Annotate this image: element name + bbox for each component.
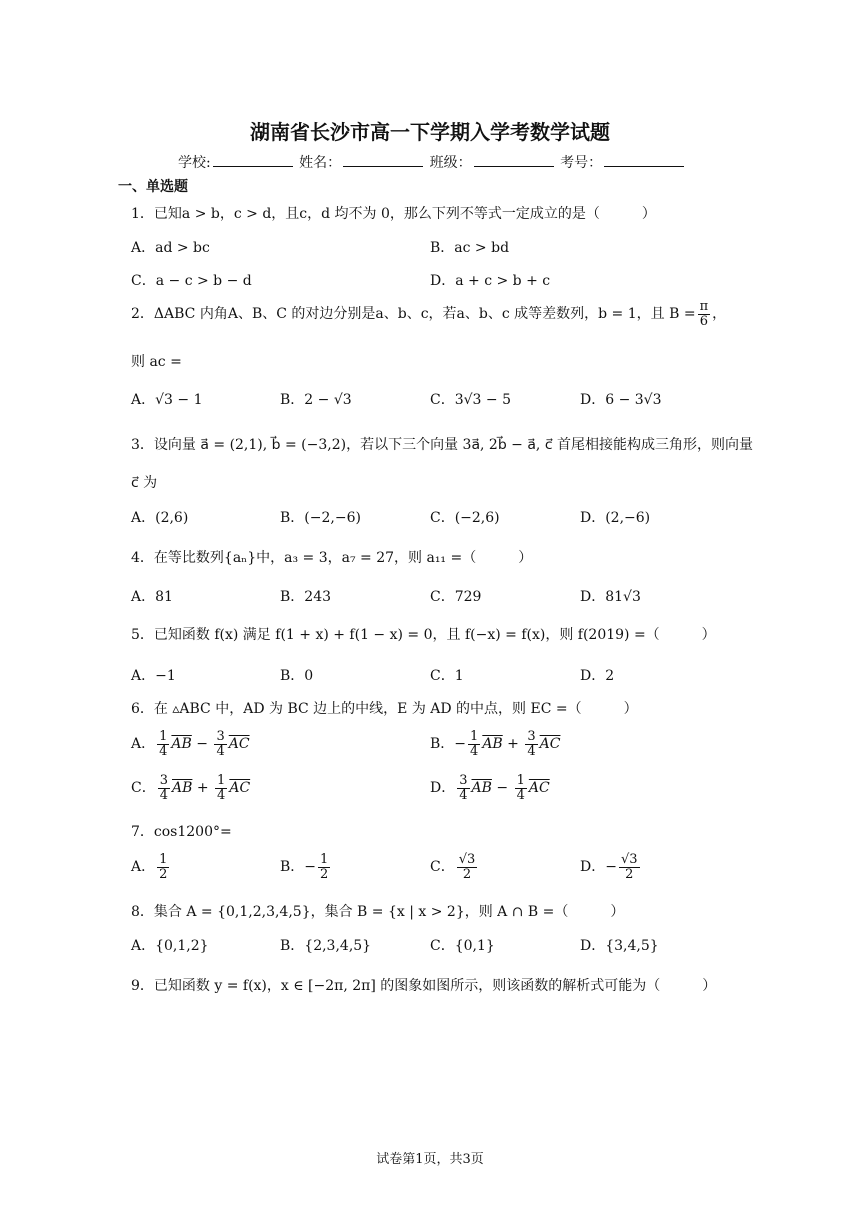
- q6-option-c: [131, 774, 250, 802]
- frac-den: 4: [217, 787, 226, 803]
- q6-b-frac2: [525, 730, 537, 758]
- vector-ab: $\overline{AB}$: [471, 780, 492, 797]
- q8-option-d: D．{3,4,5}: [580, 938, 659, 954]
- q7-option-a: [131, 853, 171, 881]
- question-7-stem: 7．cos1200°=: [131, 824, 232, 840]
- frac-num: 1: [217, 773, 226, 788]
- frac-num: 1: [516, 773, 525, 788]
- question-3-stem-line2: c⃗ 为: [131, 475, 158, 491]
- q2-stem-tail: ，: [712, 306, 727, 323]
- operator: +: [507, 736, 519, 753]
- vector-ac: $\overline{AC}$: [228, 736, 250, 753]
- frac-den: 4: [459, 787, 468, 803]
- q6-d-frac2: [515, 774, 527, 802]
- frac-den: 2: [159, 866, 168, 882]
- q6-option-a: [131, 730, 250, 758]
- question-6-stem: 6．在 ▵ABC 中，AD 为 BC 边上的中线，E 为 AD 的中点，则 EC =（ ）: [131, 701, 638, 717]
- question-4-stem: 4．在等比数列{aₙ}中，a₃ = 3，a₇ = 27，则 a₁₁ =（ ）: [131, 550, 533, 566]
- frac-den: 4: [216, 743, 225, 759]
- frac-den: 2: [462, 866, 472, 882]
- name-label: 姓名：: [299, 155, 342, 171]
- q7-option-c: [430, 853, 479, 881]
- frac-den: 4: [516, 787, 525, 803]
- q2-option-d: D．6 − 3√3: [580, 392, 662, 408]
- q1-option-d: D．a + c > b + c: [430, 273, 551, 289]
- class-blank[interactable]: [474, 154, 554, 167]
- q3-option-d: D．(2,−6): [580, 510, 651, 526]
- q7-option-b: [280, 853, 332, 881]
- q2-option-c: C．3√3 − 5: [430, 392, 511, 408]
- q3-option-c: C．(−2,6): [430, 510, 500, 526]
- q6-a-frac2: [214, 730, 226, 758]
- id-blank[interactable]: [604, 154, 684, 167]
- frac-num: √3: [458, 852, 476, 867]
- frac-num: 3: [216, 729, 225, 744]
- q7-c-frac: [457, 853, 478, 881]
- q2-stem-text: 2．ΔABC 内角A、B、C 的对边分别是a、b、c，若a、b、c 成等差数列，b = 1，且 B =: [131, 306, 696, 323]
- q7-a-prefix: A．: [131, 859, 156, 876]
- frac-num: 1: [470, 729, 479, 744]
- q7-b-prefix: B．−: [280, 859, 317, 876]
- q8-option-a: A．{0,1,2}: [131, 938, 209, 954]
- q6-c-prefix: C．: [131, 780, 156, 797]
- vector-ab: $\overline{AB}$: [482, 736, 503, 753]
- name-blank[interactable]: [343, 154, 423, 167]
- q3-option-b: B．(−2,−6): [280, 510, 361, 526]
- q6-c-frac1: [158, 774, 170, 802]
- question-8-stem: 8．集合 A = {0,1,2,3,4,5}，集合 B = {x | x > 2}，则 A ∩ B =（ ）: [131, 904, 625, 920]
- q5-option-a: A．−1: [131, 668, 176, 684]
- q4-option-b: B．243: [280, 589, 332, 605]
- q2-fraction: [698, 300, 711, 328]
- q7-c-prefix: C．: [430, 859, 455, 876]
- frac-num: 3: [159, 773, 168, 788]
- q2-frac-den: 6: [699, 313, 708, 329]
- question-9-stem: 9．已知函数 y = f(x)，x ∈ [−2π, 2π] 的图象如图所示，则该函数的解析式可能为（ ）: [131, 978, 717, 994]
- q6-c-frac2: [215, 774, 227, 802]
- q7-option-d: [580, 853, 642, 881]
- q4-option-c: C．729: [430, 589, 482, 605]
- frac-num: 1: [159, 729, 168, 744]
- school-label: 学校:: [178, 155, 211, 171]
- vector-ab: $\overline{AB}$: [172, 780, 193, 797]
- frac-den: 4: [470, 743, 479, 759]
- page-footer: 试卷第1页，共3页: [376, 1152, 484, 1167]
- frac-den: 4: [159, 743, 168, 759]
- operator: +: [196, 780, 209, 797]
- frac-den: 4: [527, 743, 536, 759]
- class-label: 班级：: [429, 155, 472, 171]
- q7-d-prefix: D．−: [580, 859, 617, 876]
- vector-ac: $\overline{AC}$: [229, 780, 251, 797]
- q5-option-d: D．2: [580, 668, 615, 684]
- q3-option-a: A．(2,6): [131, 510, 189, 526]
- q1-option-b: B．ac > bd: [430, 240, 510, 256]
- q6-d-frac1: [457, 774, 469, 802]
- q8-option-b: B．{2,3,4,5}: [280, 938, 372, 954]
- q6-a-prefix: A．: [131, 736, 156, 753]
- question-2-stem: [131, 300, 726, 328]
- frac-num: 1: [159, 852, 168, 867]
- q5-option-b: B．0: [280, 668, 314, 684]
- q4-option-d: D．81√3: [580, 589, 641, 605]
- vector-ac: $\overline{AC}$: [539, 736, 561, 753]
- q6-d-prefix: D．: [430, 780, 456, 797]
- q6-b-prefix: B．−: [430, 736, 467, 753]
- q4-option-a: A．81: [131, 589, 173, 605]
- frac-num: 3: [459, 773, 468, 788]
- q5-option-c: C．1: [430, 668, 464, 684]
- frac-num: 3: [527, 729, 536, 744]
- question-5-stem: 5．已知函数 f(x) 满足 f(1 + x) + f(1 − x) = 0，且 f(−x) = f(x)，则 f(2019) =（ ）: [131, 627, 716, 643]
- operator: −: [496, 780, 509, 797]
- school-blank[interactable]: [213, 154, 293, 167]
- q7-a-frac: [157, 853, 169, 881]
- frac-den: 4: [159, 787, 168, 803]
- question-3-stem: 3．设向量 a⃗ = (2,1), b⃗ = (−3,2)，若以下三个向量 3a⃗, 2b⃗ − a⃗, c⃗ 首尾相接能构成三角形，则向量: [131, 437, 753, 453]
- q6-b-frac1: [468, 730, 480, 758]
- q6-a-frac1: [157, 730, 169, 758]
- student-info-line: [178, 152, 686, 172]
- id-label: 考号：: [560, 155, 603, 171]
- q1-option-c: C．a − c > b − d: [131, 273, 252, 289]
- section-heading: 一、单选题: [118, 179, 188, 195]
- q2-frac-num: π: [699, 299, 709, 314]
- q2-option-b: B．2 − √3: [280, 392, 352, 408]
- frac-num: 1: [320, 852, 329, 867]
- page-title: 湖南省长沙市高一下学期入学考数学试题: [250, 120, 610, 144]
- q2-option-a: A．√3 − 1: [131, 392, 203, 408]
- q8-option-c: C．{0,1}: [430, 938, 495, 954]
- q1-option-a: A．ad > bc: [131, 240, 210, 256]
- frac-num: √3: [620, 852, 638, 867]
- frac-den: 2: [625, 866, 634, 882]
- question-2-stem-line2: 则 ac =: [131, 354, 182, 370]
- q6-option-b: [430, 730, 560, 758]
- vector-ab: $\overline{AB}$: [171, 736, 192, 753]
- q7-b-frac: [318, 853, 330, 881]
- q6-option-d: [430, 774, 550, 802]
- frac-den: 2: [320, 866, 329, 882]
- operator: −: [196, 736, 208, 753]
- vector-ac: $\overline{AC}$: [528, 780, 550, 797]
- question-1-stem: 1．已知a > b，c > d，且c，d 均不为 0，那么下列不等式一定成立的是（ ）: [131, 206, 656, 222]
- q7-d-frac: [619, 853, 640, 881]
